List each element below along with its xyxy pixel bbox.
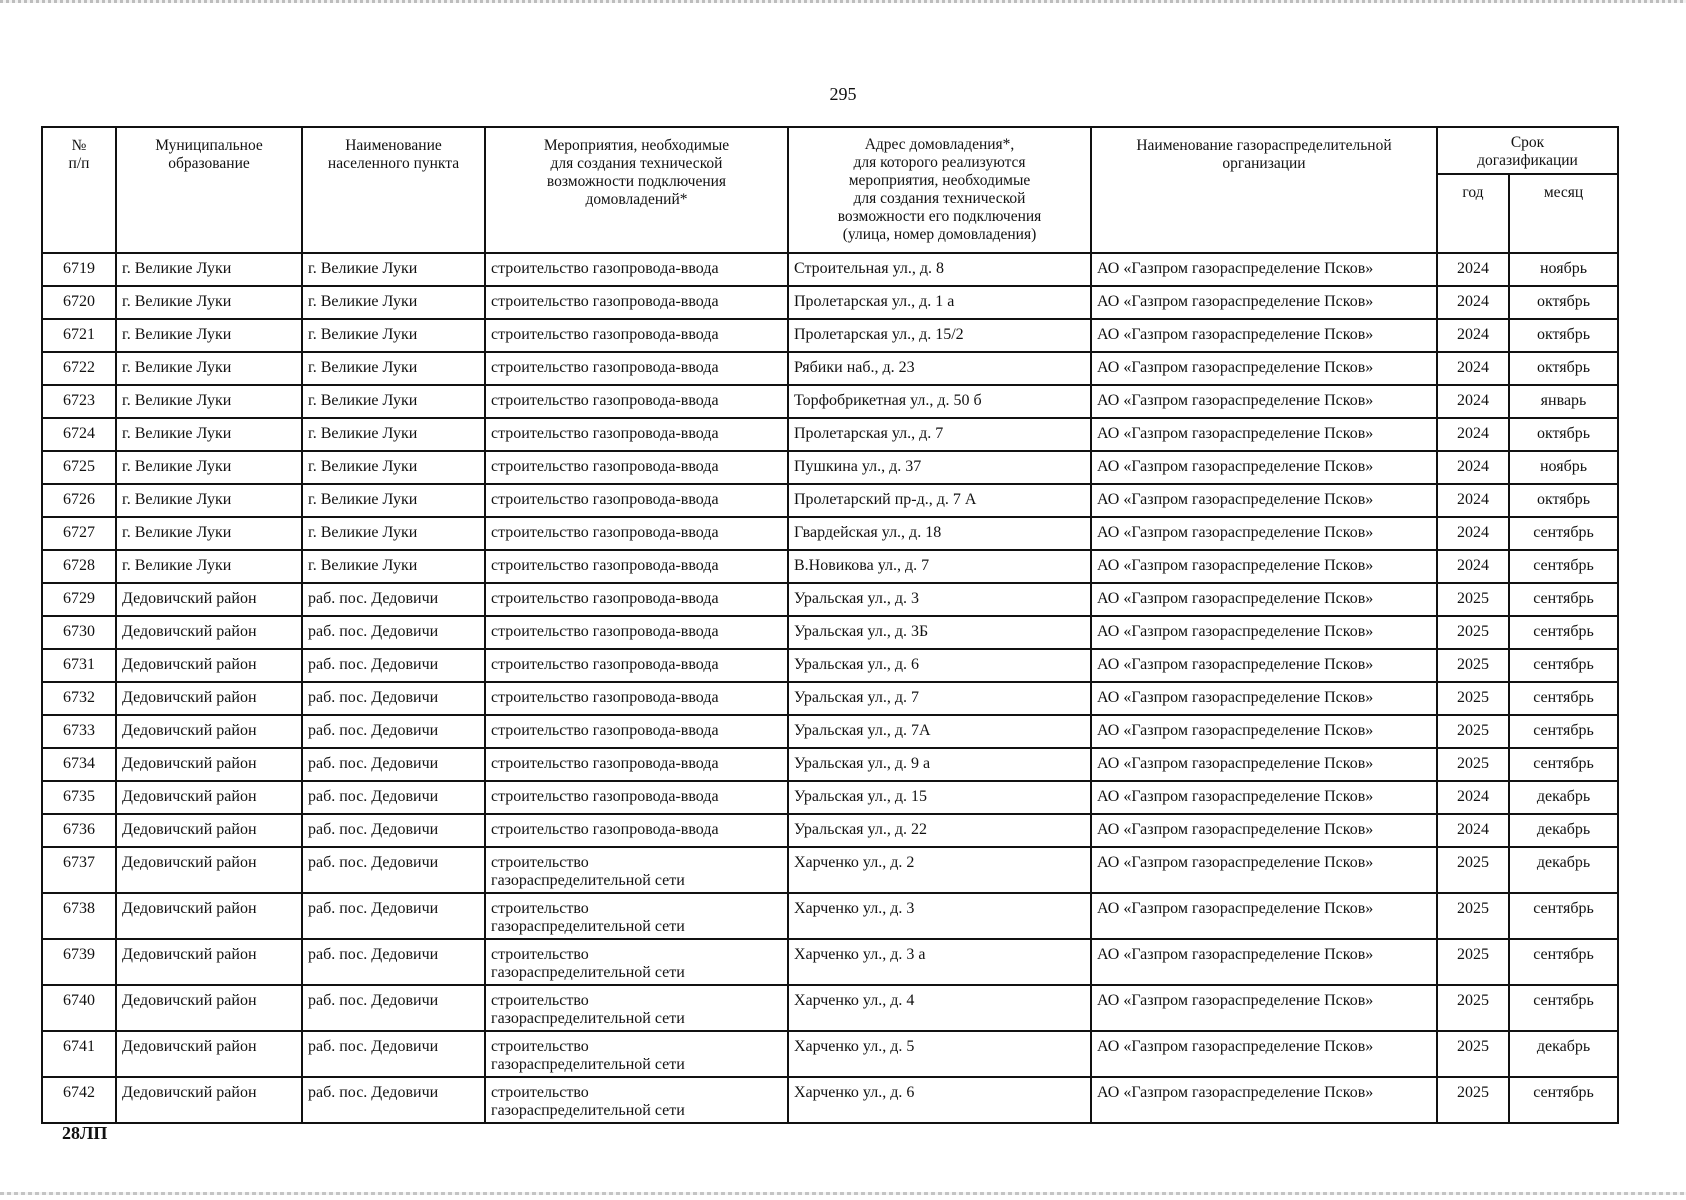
action-cell: строительство газораспределительной сети [485, 1031, 788, 1077]
year-cell: 2024 [1437, 814, 1509, 847]
address-cell: Харченко ул., д. 2 [788, 847, 1091, 893]
address-cell: Пролетарская ул., д. 15/2 [788, 319, 1091, 352]
organization-cell: АО «Газпром газораспределение Псков» [1091, 286, 1437, 319]
address-cell: Уральская ул., д. 3Б [788, 616, 1091, 649]
address-cell: Уральская ул., д. 22 [788, 814, 1091, 847]
row-number: 6738 [42, 893, 116, 939]
action-cell: строительство газораспределительной сети [485, 939, 788, 985]
table-row [42, 893, 1618, 939]
table-row [42, 550, 1618, 583]
month-cell: сентябрь [1509, 517, 1618, 550]
organization-cell: АО «Газпром газораспределение Псков» [1091, 939, 1437, 985]
year-cell: 2025 [1437, 616, 1509, 649]
settlement-cell: г. Великие Луки [302, 550, 485, 583]
organization-cell: АО «Газпром газораспределение Псков» [1091, 484, 1437, 517]
organization-cell: АО «Газпром газораспределение Псков» [1091, 385, 1437, 418]
table-row [42, 939, 1618, 985]
table-row [42, 418, 1618, 451]
table-row [42, 748, 1618, 781]
footer-code: 28ЛП [62, 1123, 108, 1143]
address-cell: Харченко ул., д. 4 [788, 985, 1091, 1031]
row-number: 6737 [42, 847, 116, 893]
year-cell: 2025 [1437, 985, 1509, 1031]
action-cell: строительство газопровода-ввода [485, 517, 788, 550]
municipality-cell: г. Великие Луки [116, 286, 302, 319]
row-number: 6730 [42, 616, 116, 649]
organization-cell: АО «Газпром газораспределение Псков» [1091, 985, 1437, 1031]
table-row [42, 649, 1618, 682]
address-cell: Пролетарская ул., д. 1 а [788, 286, 1091, 319]
municipality-cell: г. Великие Луки [116, 253, 302, 286]
settlement-cell: раб. пос. Дедовичи [302, 814, 485, 847]
row-number: 6733 [42, 715, 116, 748]
address-cell: Уральская ул., д. 3 [788, 583, 1091, 616]
organization-cell: АО «Газпром газораспределение Псков» [1091, 517, 1437, 550]
address-cell: Харченко ул., д. 5 [788, 1031, 1091, 1077]
settlement-cell: г. Великие Луки [302, 484, 485, 517]
header-municipality: Муниципальное образование [116, 127, 302, 253]
organization-cell: АО «Газпром газораспределение Псков» [1091, 847, 1437, 893]
row-number: 6722 [42, 352, 116, 385]
row-number: 6723 [42, 385, 116, 418]
action-cell: строительство газопровода-ввода [485, 781, 788, 814]
settlement-cell: г. Великие Луки [302, 517, 485, 550]
municipality-cell: г. Великие Луки [116, 319, 302, 352]
row-number: 6726 [42, 484, 116, 517]
action-cell: строительство газопровода-ввода [485, 253, 788, 286]
year-cell: 2024 [1437, 319, 1509, 352]
row-number: 6724 [42, 418, 116, 451]
month-cell: сентябрь [1509, 1077, 1618, 1123]
year-cell: 2025 [1437, 649, 1509, 682]
month-cell: октябрь [1509, 286, 1618, 319]
year-cell: 2024 [1437, 286, 1509, 319]
address-cell: Уральская ул., д. 7 [788, 682, 1091, 715]
address-cell: Харченко ул., д. 3 [788, 893, 1091, 939]
action-cell: строительство газопровода-ввода [485, 748, 788, 781]
year-cell: 2024 [1437, 550, 1509, 583]
month-cell: сентябрь [1509, 649, 1618, 682]
month-cell: сентябрь [1509, 616, 1618, 649]
settlement-cell: раб. пос. Дедовичи [302, 939, 485, 985]
organization-cell: АО «Газпром газораспределение Псков» [1091, 418, 1437, 451]
table-row [42, 484, 1618, 517]
year-cell: 2024 [1437, 781, 1509, 814]
organization-cell: АО «Газпром газораспределение Псков» [1091, 253, 1437, 286]
header-settlement: Наименование населенного пункта [302, 127, 485, 253]
settlement-cell: раб. пос. Дедовичи [302, 583, 485, 616]
settlement-cell: г. Великие Луки [302, 253, 485, 286]
action-cell: строительство газопровода-ввода [485, 814, 788, 847]
action-cell: строительство газопровода-ввода [485, 616, 788, 649]
organization-cell: АО «Газпром газораспределение Псков» [1091, 814, 1437, 847]
year-cell: 2024 [1437, 352, 1509, 385]
month-cell: сентябрь [1509, 682, 1618, 715]
action-cell: строительство газораспределительной сети [485, 985, 788, 1031]
year-cell: 2024 [1437, 385, 1509, 418]
municipality-cell: г. Великие Луки [116, 352, 302, 385]
row-number: 6742 [42, 1077, 116, 1123]
header-organization: Наименование газораспределительной организации [1091, 127, 1437, 253]
row-number: 6732 [42, 682, 116, 715]
address-cell: Уральская ул., д. 6 [788, 649, 1091, 682]
municipality-cell: Дедовичский район [116, 1077, 302, 1123]
month-cell: сентябрь [1509, 939, 1618, 985]
table-row [42, 1031, 1618, 1077]
municipality-cell: г. Великие Луки [116, 484, 302, 517]
address-cell: В.Новикова ул., д. 7 [788, 550, 1091, 583]
year-cell: 2025 [1437, 847, 1509, 893]
year-cell: 2025 [1437, 893, 1509, 939]
action-cell: строительство газораспределительной сети [485, 893, 788, 939]
address-cell: Харченко ул., д. 6 [788, 1077, 1091, 1123]
settlement-cell: раб. пос. Дедовичи [302, 649, 485, 682]
table-row [42, 781, 1618, 814]
month-cell: декабрь [1509, 847, 1618, 893]
month-cell: сентябрь [1509, 748, 1618, 781]
header-deadline: Срок догазификации [1437, 127, 1618, 174]
table-row [42, 253, 1618, 286]
settlement-cell: г. Великие Луки [302, 451, 485, 484]
organization-cell: АО «Газпром газораспределение Псков» [1091, 1031, 1437, 1077]
month-cell: сентябрь [1509, 715, 1618, 748]
row-number: 6731 [42, 649, 116, 682]
municipality-cell: г. Великие Луки [116, 418, 302, 451]
address-cell: Уральская ул., д. 15 [788, 781, 1091, 814]
organization-cell: АО «Газпром газораспределение Псков» [1091, 748, 1437, 781]
organization-cell: АО «Газпром газораспределение Псков» [1091, 352, 1437, 385]
address-cell: Уральская ул., д. 7А [788, 715, 1091, 748]
action-cell: строительство газопровода-ввода [485, 352, 788, 385]
row-number: 6727 [42, 517, 116, 550]
settlement-cell: раб. пос. Дедовичи [302, 1077, 485, 1123]
year-cell: 2024 [1437, 418, 1509, 451]
year-cell: 2025 [1437, 1031, 1509, 1077]
organization-cell: АО «Газпром газораспределение Псков» [1091, 649, 1437, 682]
settlement-cell: г. Великие Луки [302, 385, 485, 418]
settlement-cell: г. Великие Луки [302, 352, 485, 385]
organization-cell: АО «Газпром газораспределение Псков» [1091, 893, 1437, 939]
row-number: 6741 [42, 1031, 116, 1077]
year-cell: 2024 [1437, 253, 1509, 286]
year-cell: 2025 [1437, 682, 1509, 715]
table-header [42, 127, 1618, 253]
table-row [42, 352, 1618, 385]
organization-cell: АО «Газпром газораспределение Псков» [1091, 781, 1437, 814]
table-row [42, 715, 1618, 748]
table-row [42, 985, 1618, 1031]
year-cell: 2025 [1437, 939, 1509, 985]
year-cell: 2025 [1437, 1077, 1509, 1123]
row-number: 6729 [42, 583, 116, 616]
organization-cell: АО «Газпром газораспределение Псков» [1091, 715, 1437, 748]
settlement-cell: раб. пос. Дедовичи [302, 847, 485, 893]
address-cell: Торфобрикетная ул., д. 50 б [788, 385, 1091, 418]
action-cell: строительство газопровода-ввода [485, 550, 788, 583]
month-cell: октябрь [1509, 352, 1618, 385]
organization-cell: АО «Газпром газораспределение Псков» [1091, 682, 1437, 715]
row-number: 6736 [42, 814, 116, 847]
month-cell: декабрь [1509, 781, 1618, 814]
organization-cell: АО «Газпром газораспределение Псков» [1091, 583, 1437, 616]
header-actions: Мероприятия, необходимые для создания технической возможности подключения домовладений* [485, 127, 788, 253]
month-cell: ноябрь [1509, 253, 1618, 286]
table-row [42, 847, 1618, 893]
settlement-cell: г. Великие Луки [302, 286, 485, 319]
municipality-cell: Дедовичский район [116, 682, 302, 715]
settlement-cell: раб. пос. Дедовичи [302, 893, 485, 939]
month-cell: сентябрь [1509, 893, 1618, 939]
row-number: 6734 [42, 748, 116, 781]
page-number: 295 [829, 84, 857, 104]
settlement-cell: раб. пос. Дедовичи [302, 781, 485, 814]
header-address: Адрес домовладения*, для которого реализуются мероприятия, необходимые для создания технической возможности его подключения (улица, номер домовладения) [788, 127, 1091, 253]
table-row [42, 814, 1618, 847]
row-number: 6719 [42, 253, 116, 286]
action-cell: строительство газопровода-ввода [485, 418, 788, 451]
address-cell: Пушкина ул., д. 37 [788, 451, 1091, 484]
table-row [42, 319, 1618, 352]
organization-cell: АО «Газпром газораспределение Псков» [1091, 550, 1437, 583]
municipality-cell: г. Великие Луки [116, 517, 302, 550]
month-cell: декабрь [1509, 814, 1618, 847]
scan-edge-top [0, 0, 1686, 3]
address-cell: Харченко ул., д. 3 а [788, 939, 1091, 985]
year-cell: 2024 [1437, 517, 1509, 550]
municipality-cell: Дедовичский район [116, 893, 302, 939]
address-cell: Пролетарская ул., д. 7 [788, 418, 1091, 451]
month-cell: октябрь [1509, 319, 1618, 352]
action-cell: строительство газопровода-ввода [485, 319, 788, 352]
action-cell: строительство газопровода-ввода [485, 715, 788, 748]
organization-cell: АО «Газпром газораспределение Псков» [1091, 616, 1437, 649]
action-cell: строительство газопровода-ввода [485, 484, 788, 517]
settlement-cell: раб. пос. Дедовичи [302, 682, 485, 715]
municipality-cell: Дедовичский район [116, 1031, 302, 1077]
month-cell: сентябрь [1509, 550, 1618, 583]
header-month: месяц [1509, 174, 1618, 253]
settlement-cell: раб. пос. Дедовичи [302, 616, 485, 649]
table-row [42, 616, 1618, 649]
action-cell: строительство газопровода-ввода [485, 451, 788, 484]
table-row [42, 451, 1618, 484]
year-cell: 2025 [1437, 748, 1509, 781]
row-number: 6740 [42, 985, 116, 1031]
municipality-cell: Дедовичский район [116, 583, 302, 616]
action-cell: строительство газораспределительной сети [485, 847, 788, 893]
year-cell: 2024 [1437, 484, 1509, 517]
table-row [42, 583, 1618, 616]
municipality-cell: г. Великие Луки [116, 385, 302, 418]
table-row [42, 1077, 1618, 1123]
row-number: 6739 [42, 939, 116, 985]
municipality-cell: Дедовичский район [116, 847, 302, 893]
month-cell: октябрь [1509, 484, 1618, 517]
address-cell: Гвардейская ул., д. 18 [788, 517, 1091, 550]
settlement-cell: раб. пос. Дедовичи [302, 748, 485, 781]
month-cell: октябрь [1509, 418, 1618, 451]
month-cell: сентябрь [1509, 985, 1618, 1031]
action-cell: строительство газопровода-ввода [485, 286, 788, 319]
action-cell: строительство газопровода-ввода [485, 385, 788, 418]
row-number: 6721 [42, 319, 116, 352]
settlement-cell: раб. пос. Дедовичи [302, 985, 485, 1031]
year-cell: 2025 [1437, 583, 1509, 616]
header-num: № п/п [42, 127, 116, 253]
table-row [42, 517, 1618, 550]
municipality-cell: Дедовичский район [116, 748, 302, 781]
row-number: 6720 [42, 286, 116, 319]
settlement-cell: раб. пос. Дедовичи [302, 1031, 485, 1077]
month-cell: сентябрь [1509, 583, 1618, 616]
year-cell: 2025 [1437, 715, 1509, 748]
municipality-cell: Дедовичский район [116, 715, 302, 748]
table-row [42, 682, 1618, 715]
month-cell: ноябрь [1509, 451, 1618, 484]
municipality-cell: Дедовичский район [116, 616, 302, 649]
settlement-cell: г. Великие Луки [302, 418, 485, 451]
address-cell: Рябики наб., д. 23 [788, 352, 1091, 385]
address-cell: Пролетарский пр-д., д. 7 А [788, 484, 1091, 517]
municipality-cell: Дедовичский район [116, 985, 302, 1031]
row-number: 6725 [42, 451, 116, 484]
settlement-cell: г. Великие Луки [302, 319, 485, 352]
municipality-cell: Дедовичский район [116, 781, 302, 814]
settlement-cell: раб. пос. Дедовичи [302, 715, 485, 748]
table-row [42, 385, 1618, 418]
month-cell: декабрь [1509, 1031, 1618, 1077]
action-cell: строительство газопровода-ввода [485, 583, 788, 616]
municipality-cell: г. Великие Луки [116, 550, 302, 583]
header-year: год [1437, 174, 1509, 253]
row-number: 6728 [42, 550, 116, 583]
address-cell: Уральская ул., д. 9 а [788, 748, 1091, 781]
organization-cell: АО «Газпром газораспределение Псков» [1091, 451, 1437, 484]
municipality-cell: Дедовичский район [116, 814, 302, 847]
municipality-cell: Дедовичский район [116, 939, 302, 985]
municipality-cell: г. Великие Луки [116, 451, 302, 484]
table-body [42, 253, 1618, 1123]
organization-cell: АО «Газпром газораспределение Псков» [1091, 319, 1437, 352]
action-cell: строительство газопровода-ввода [485, 682, 788, 715]
table-row [42, 286, 1618, 319]
municipality-cell: Дедовичский район [116, 649, 302, 682]
row-number: 6735 [42, 781, 116, 814]
month-cell: январь [1509, 385, 1618, 418]
action-cell: строительство газопровода-ввода [485, 649, 788, 682]
scan-edge-bottom [0, 1192, 1686, 1195]
gasification-table [41, 126, 1619, 1124]
year-cell: 2024 [1437, 451, 1509, 484]
action-cell: строительство газораспределительной сети [485, 1077, 788, 1123]
address-cell: Строительная ул., д. 8 [788, 253, 1091, 286]
organization-cell: АО «Газпром газораспределение Псков» [1091, 1077, 1437, 1123]
